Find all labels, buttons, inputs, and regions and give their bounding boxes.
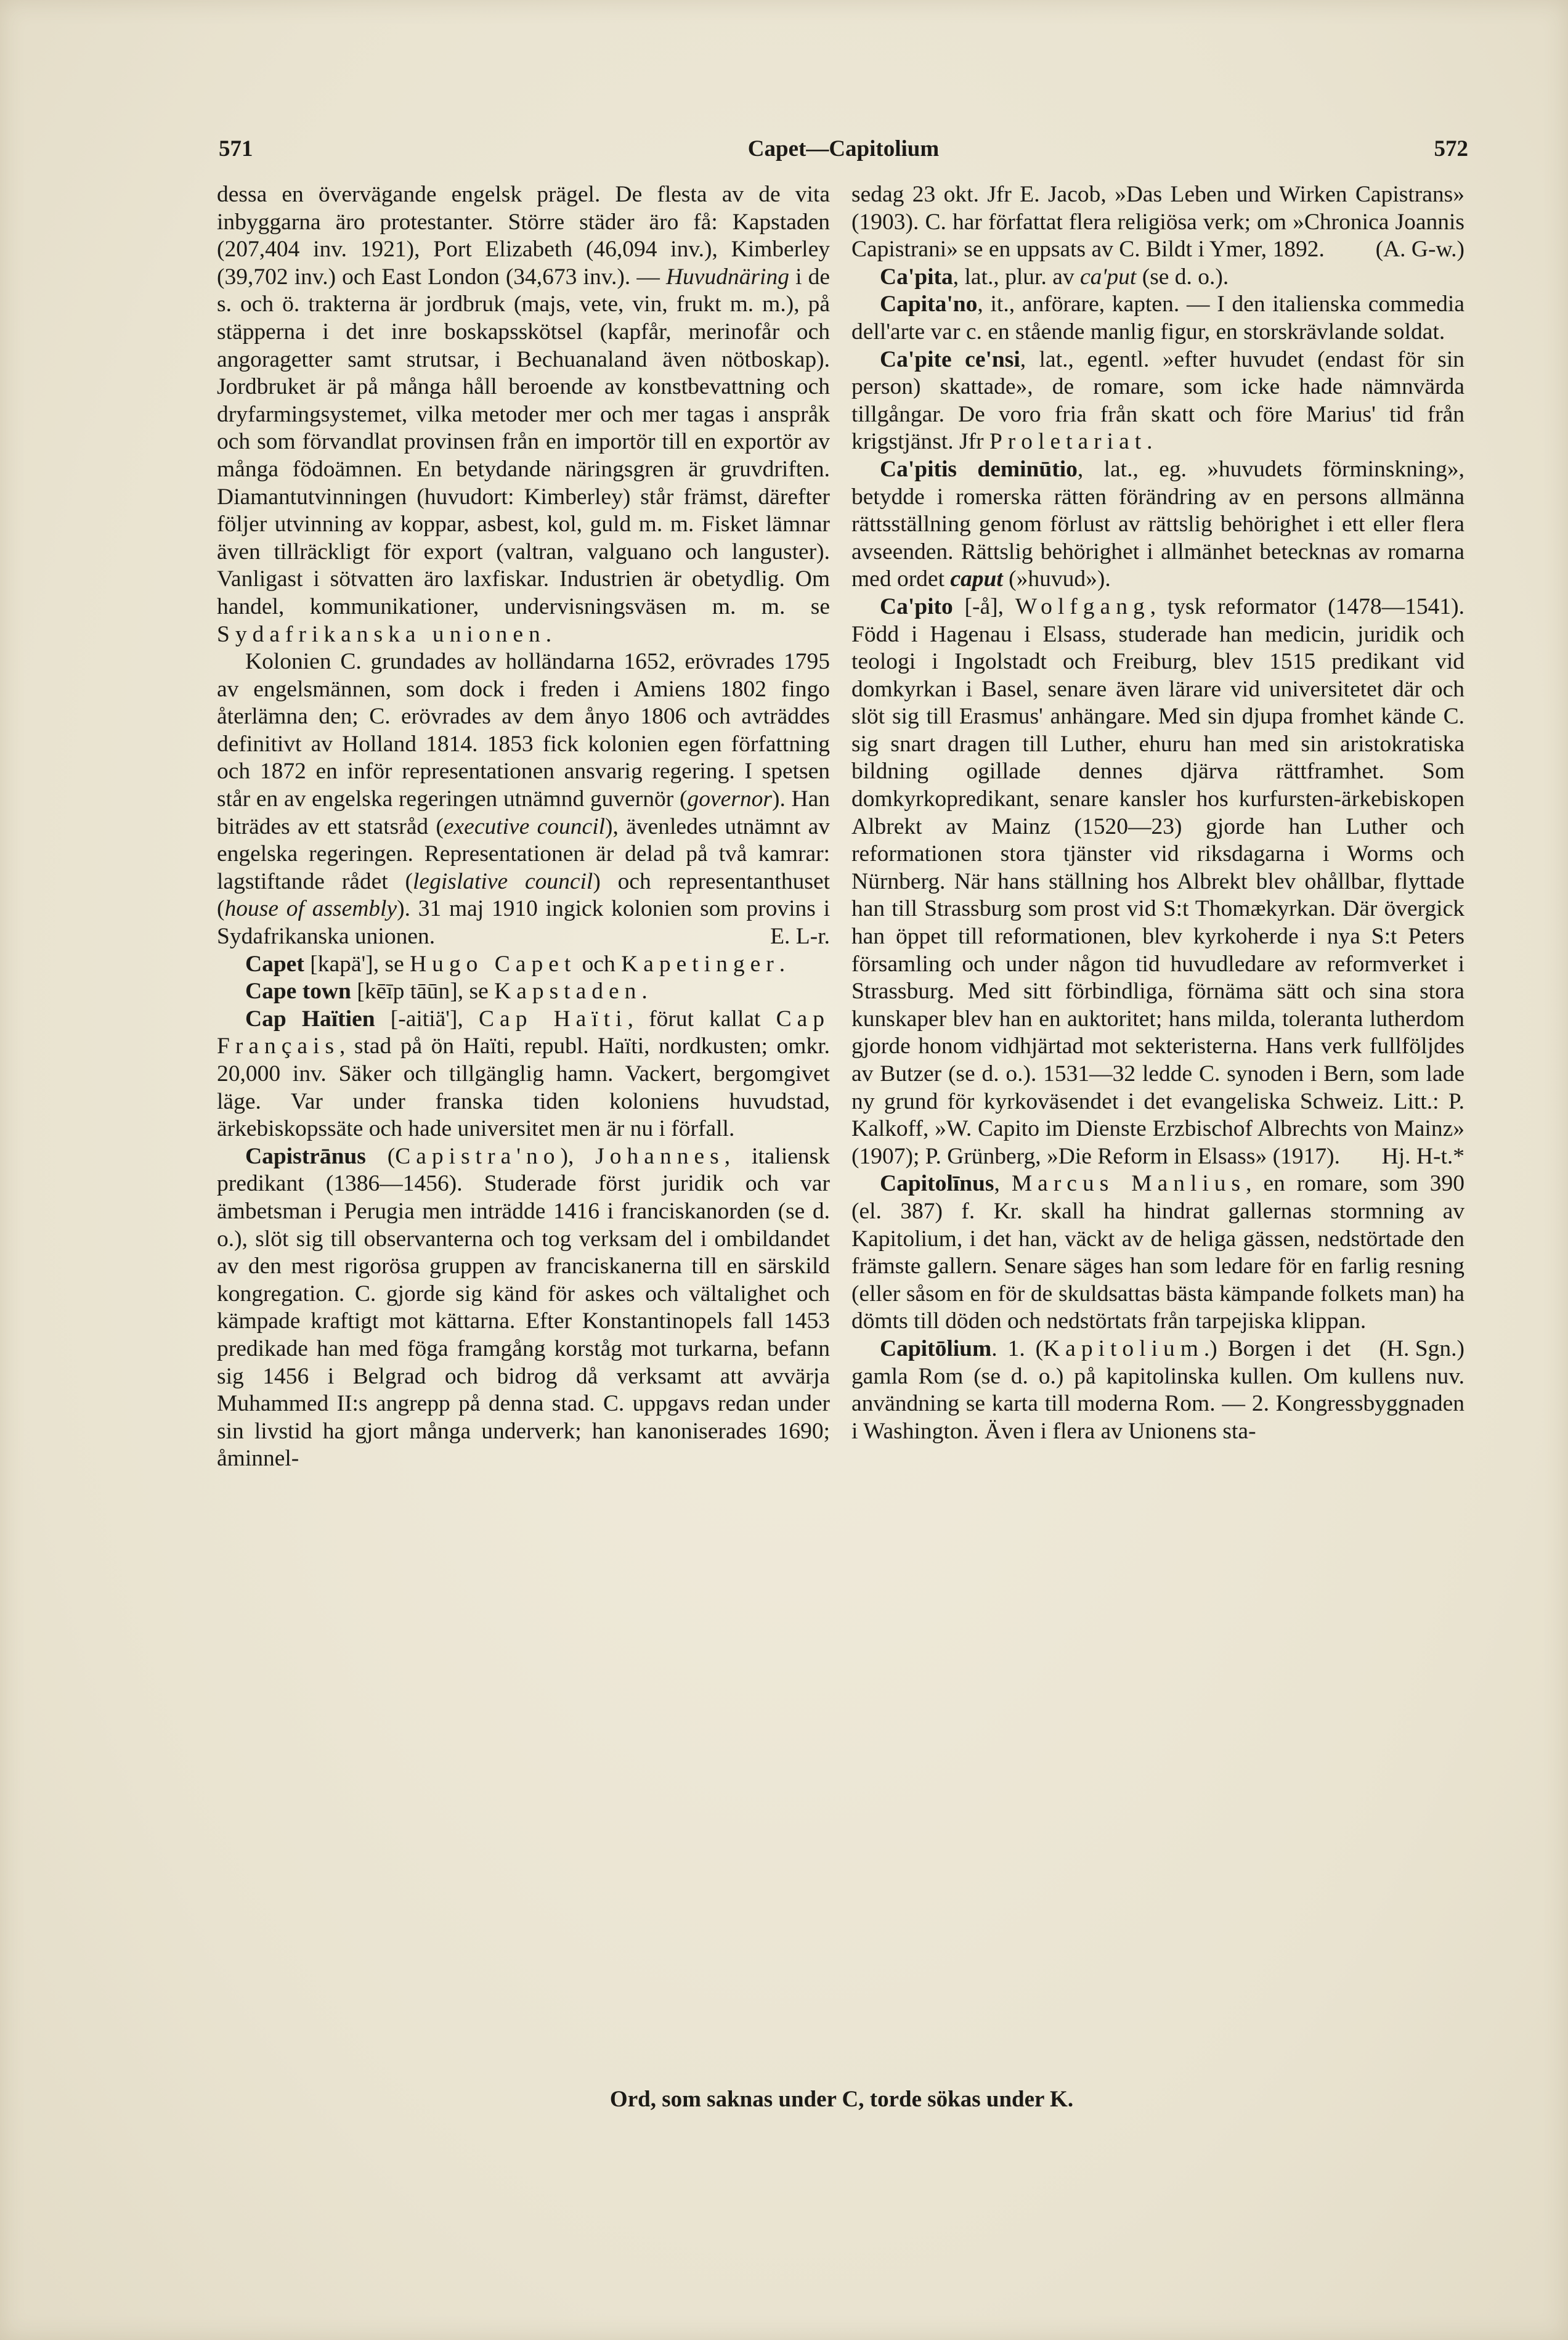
author-signature: E. L-r. (770, 924, 830, 950)
spaced-name: Cap Français (217, 1006, 831, 1059)
italic-term: legislative council (413, 868, 593, 894)
paragraph-cape-history (217, 648, 830, 951)
text-run: Kolonien C. grundades av holländarna 1652, erövrades 1795 av engelsmännen, som dock i freden i Amiens 1802 fingo återlämna den; C. erövrades av dem ånyo 1806 och avträddes definitivt av Holland 1814. 1853 fick kolonien egen författning och 1872 en inför representationen ansvarig regering. I spetsen står en av engelska regeringen utnämnd guvernör ( (217, 649, 830, 812)
text-run: . (545, 621, 552, 647)
entry-headword: Capita'no (880, 291, 978, 317)
text-run: , (994, 1171, 1012, 1197)
text-run: [-aitiä'], (375, 1006, 479, 1032)
spaced-name: Marcus Manlius (1011, 1171, 1246, 1197)
spaced-name: Johannes (595, 1143, 725, 1169)
running-title: Capet—Capitolium (747, 136, 940, 161)
author-signature: (A. G-w.) (1375, 237, 1464, 263)
entry-headword: Capistrānus (245, 1143, 366, 1169)
italic-term: ca'put (1079, 264, 1137, 290)
entry-headword: Cape town (245, 979, 351, 1005)
footer-note: Ord, som saknas under C, torde sökas under K. (609, 2087, 1074, 2112)
text-run: sedag 23 okt. Jfr E. Jacob, »Das Leben und Wirken Capistrans» (1903). C. har författat flera religiösa verk; om »Chronica Joannis Capistrani» se en uppsats av C. Bildt i Ymer, 1892. (851, 182, 1464, 263)
text-run: ( (365, 1143, 396, 1169)
entry-headword: Capitolīnus (880, 1171, 994, 1197)
entry-headword: Ca'pite ce'nsi (880, 346, 1020, 372)
cross-reference: Hugo Capet (410, 951, 577, 977)
italic-term: executive council (443, 813, 606, 839)
text-run: . (779, 951, 786, 977)
entry-headword: Ca'pito (880, 593, 953, 619)
italic-term: Huvudnäring (665, 264, 789, 290)
text-run: . (1147, 429, 1153, 455)
entry-capitis-deminutio (851, 456, 1464, 593)
paragraph-cape-economy (217, 181, 830, 648)
cross-reference: Kapitolium (1043, 1335, 1204, 1361)
entry-capito (851, 593, 1464, 1170)
entry-cap-haitien (217, 1006, 830, 1143)
text-run: . 1. ( (991, 1335, 1044, 1361)
text-run: , it., anförare, kapten. — I den italienska commedia dell'arte var c. en stående manlig figur, en storskrävlande soldat. (851, 291, 1464, 344)
entry-capite-censi (851, 346, 1464, 456)
text-run: , förut kallat (627, 1006, 776, 1032)
entry-capistranus (217, 1143, 830, 1473)
text-run: (se d. o.). (1136, 264, 1229, 290)
text-run: , en romare, som 390 (el. 387) f. Kr. skall ha hindrat gallernas stormning av Kapitolium, i det han, väckt av de heliga gässen, nedstörtade den främste gallern. Senare säges han som ledare för en farlig resning (eller såsom en för de skuldsattas bästa kämpande folkets man) ha dömts till döden och nedstörtats från tarpejiska klippan. (851, 1171, 1465, 1334)
text-run: [kēīp tāūn], se (351, 979, 495, 1005)
text-run: .) Borgen i det gamla Rom (se d. o.) på kapitolinska kullen. Om kullens nuv. användning se karta till moderna Rom. — 2. Kongressbyggnaden i Washington. Även i flera av Unionens sta- (851, 1335, 1464, 1444)
cross-reference: Kapetinger (621, 951, 779, 977)
text-run: , italiensk predikant (1386—1456). Studerade först juridik och var ämbetsman i Perugia men inträdde 1416 i franciskanorden (se d. o.), slöt sig till observanterna och tog verksam del i ombildandet av den mest rigorösa gruppen av franciskanerna till en särskild kongregation. C. gjorde sig känd för askes och vältalighet och kämpade kraftigt mot kättarna. Efter Konstantinopels fall 1453 predikade han med föga framgång korståg mot turkarna, befann sig 1456 i Belgrad och bidrog då verksamt att avvärja Muhammed II:s angrepp på denna stad. C. uppgavs redan under sin livstid ha gjort många underverk; han kanoniserades 1690; åminnel- (217, 1143, 830, 1472)
text-run: , lat., eg. »huvudets förminskning», betydde i romerska rätten förändring av en persons allmänna rättsställning genom förlust av rättslig behörighet i ett eller flera avseenden. Rättslig behörighet i allmänhet betecknas av romarna med ordet (851, 456, 1464, 592)
entry-capet (217, 951, 830, 979)
right-column (851, 181, 1464, 1445)
cross-reference: Proletariat (989, 429, 1147, 455)
text-run: ). Han biträdes av ett statsråd ( (217, 786, 830, 839)
text-run: , lat., egentl. »efter huvudet (endast för sin person) skattade», de romare, som icke hade nämnvärda tillgångar. De voro fria från skatt och före Marius' tid från krigstjänst. Jfr (851, 346, 1464, 455)
text-run: ) och representanthuset ( (217, 868, 831, 922)
text-run: ), ävenledes utnämnt av engelska regeringen. Representationen är delad på två kamrar: lagstiftande rådet ( (217, 813, 830, 894)
page-number-right: 572 (1434, 136, 1468, 161)
text-run: och (576, 951, 622, 977)
text-run: , stad på ön Haïti, republ. Haïti, nordkusten; omkr. 20,000 inv. Säker och tillgänglig hamn. Vackert, bergomgivet läge. Var under franska tiden koloniens huvudstad, ärkebiskopssäte och hade universitet men är nu i förfall. (217, 1033, 830, 1142)
spaced-name: Capistra'no (395, 1143, 561, 1169)
entry-headword: Capitōlium (880, 1335, 992, 1361)
page-number-left: 571 (219, 136, 253, 161)
entry-cape-town (217, 978, 830, 1006)
entry-headword: Ca'pitis deminūtio (880, 456, 1078, 482)
paragraph-capistranus-continued (851, 181, 1464, 264)
text-run: , tysk reformator (1478—1541). Född i Hagenau i Elsass, studerade han medicin, juridik och teologi i Ingolstadt och Freiburg, blev 1515 predikant vid domkyrkan i Basel, senare även lärare vid universitetet där och slöt sig till Erasmus' anhängare. Med sin djupa fromhet kände C. sig snart dragen till Luther, ehuru han med sin aristokratiska bildning ogillade dennes djärva rättframhet. Som domkyrkopredikant, senare kansler hos kurfursten-ärkebiskopen Albrekt av Mainz (1520—23) gjorde han Luther och reformationen stora tjänster vid riksdagarna i Worms och Nürnberg. När hans ställning hos Albrekt blev ohållbar, flyttade han till Strassburg som prost vid S:t Thomækyrkan. Där övergick han öppet till reformationen, blev kyrkoherde i nya S:t Peters församling och under någon tid huvudledare av reformverket i Strassburg. Med sitt förbindliga, förnäma sätt och sina stora kunskaper blev han en auktoritet; hans milda, toleranta lutherdom gjorde honom vidhjärtad mot sekteristerna. Hans verk fullföljdes av Butzer (se d. o.). 1531—32 ledde C. synoden i Bern, som lade ny grund för kyrkoväsendet i det evangeliska Schweiz. Litt.: P. Kalkoff, »W. Capito im Dienste Erzbischof Albrechts von Mainz» (1907); P. Grünberg, »Die Reform in Elsass» (1917). (851, 593, 1464, 1169)
author-signature: (H. Sgn.) (1379, 1335, 1464, 1361)
cross-reference: Cap Haïti (479, 1006, 628, 1032)
entry-headword: Ca'pita (880, 264, 953, 290)
entry-capitano (851, 291, 1464, 346)
text-run: i de s. och ö. trakterna är jordbruk (majs, vete, vin, frukt m. m.), på stäpperna i det inre boskapsskötsel (kapfår, merinofår och angoragetter samt strutsar, i Bechuanaland även nötboskap). Jordbruket är på många håll beroende av konstbevattning och dryfarmingsystemet, vilka metoder mer och mer tagas i anspråk och som förvandlat provinsen från en importör till en exportör av många födoämnen. En betydande näringsgren är gruvdriften. Diamantutvinningen (huvudort: Kimberley) står främst, därefter följer utvinning av koppar, asbest, kol, guld m. m. Fisket lämnar även tillräckligt för export (valtran, valguano och languster). Vanligast i sötvatten äro laxfiskar. Industrien är obetydlig. Om handel, kommunikationer, undervisningsväsen m. m. se (217, 264, 830, 619)
text-run: (»huvud»). (1002, 566, 1111, 592)
italic-term: caput (950, 566, 1003, 592)
entry-headword: Cap Haïtien (245, 1006, 375, 1032)
left-column (217, 181, 830, 1473)
italic-term: house of assembly (224, 896, 397, 922)
text-run: ), (560, 1143, 596, 1169)
text-run: ). 31 maj 1910 ingick kolonien som provins i Sydafrikanska unionen. (217, 896, 830, 950)
page-header (219, 136, 1468, 173)
entry-capita (851, 264, 1464, 291)
entry-headword: Capet (245, 951, 304, 977)
author-signature: Hj. H-t.* (1381, 1143, 1464, 1169)
text-run: dessa en övervägande engelsk prägel. De flesta av de vita inbyggarna äro protestanter. Större städer äro få: Kapstaden (207,404 inv. 1921), Port Elizabeth (46,094 inv.), Kimberley (39,702 inv.) och East London (34,673 inv.). — (217, 182, 830, 290)
cross-reference: Sydafrikanska unionen (217, 621, 546, 647)
cross-reference: Kapstaden (494, 979, 642, 1005)
text-run: , lat., plur. av (953, 264, 1080, 290)
text-run: [kapä'], se (304, 951, 410, 977)
italic-term: governor (687, 786, 772, 812)
text-run: [-å], (953, 593, 1015, 619)
spaced-name: Wolfgang (1015, 593, 1150, 619)
text-run: . (641, 979, 648, 1005)
